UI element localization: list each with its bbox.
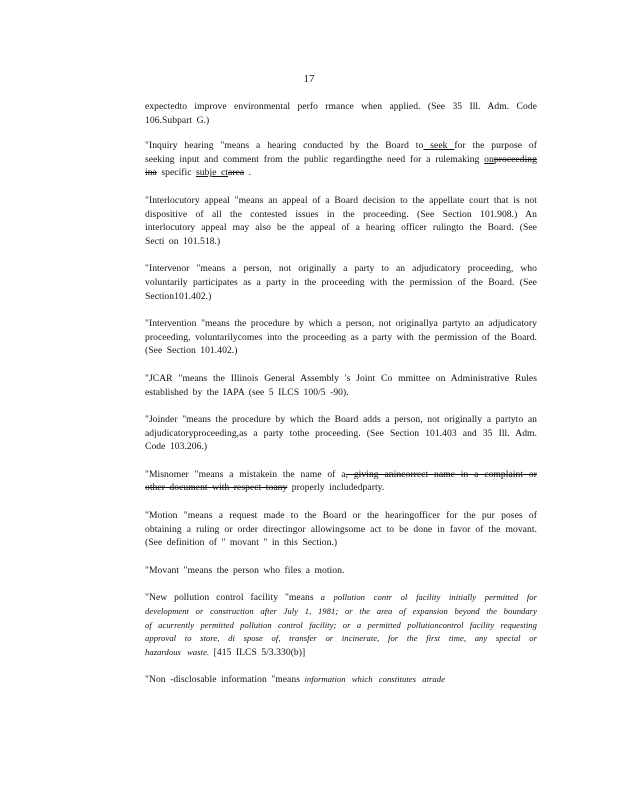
text-run: properly includedparty. (287, 482, 385, 494)
definition-jcar: "JCAR "means the Illinois General Assembly 's Joint Co mmittee on Administrative Rules established by the IAPA (see 5 ILCS 100/5 -90). (145, 372, 537, 398)
document-body (145, 100, 537, 701)
inserted-text: on (484, 153, 494, 165)
text-run: "Non -disclosable information "means (145, 674, 305, 686)
definition-non-disclosable-information (145, 673, 537, 687)
definition-intervention: "Intervention "means the procedure by which a person, not originallya partyto an adjudicatory proceeding, voluntarilycomes into the proceeding as a party with the permission of the Board. (See Section 101.402.) (145, 318, 537, 357)
text-run: specific (156, 167, 197, 179)
paragraph-continuation: expectedto improve environmental perfo rmance when applied. (See 35 Ill. Adm. Code 106.Subpart G.) (145, 101, 537, 126)
text-run: "New pollution control facility "means (145, 592, 321, 604)
text-run: . (244, 167, 252, 179)
deleted-text: area (228, 167, 245, 179)
definition-intervenor: "Intervenor "means a person, not originally a party to an adjudicatory proceeding, who voluntarily participates as a party in the proceeding with the permission of the Board. (See Section101.402.) (145, 263, 537, 302)
statutory-quote: information which constitutes atrade (304, 674, 445, 685)
definition-motion: "Motion "means a request made to the Board or the hearingofficer for the pur poses of obtaining a ruling or order directingor allowingsome act to be done in favor of the movant.(See definition of " movant " in this Section.) (145, 510, 537, 549)
definition-movant: "Movant "means the person who files a motion. (145, 564, 345, 576)
definition-inquiry-hearing (145, 139, 537, 180)
inserted-text: subje ct (196, 167, 228, 179)
inserted-text: seek (423, 140, 455, 152)
statutory-quote: a pollution contr ol facility initially permitted for development or construction after July 1, 1981; or the area of expansion beyond the boundary of acurrently permitted pollution control facility; or a permitted pollutioncontrol facility requesting approval to store, di spose of, transfer or incinerate, for the first time, any special or hazardous waste. (145, 592, 537, 657)
text-run: "Inquiry hearing "means a hearing conducted by the Board to (145, 140, 424, 152)
definition-interlocutory-appeal: "Interlocutory appeal "means an appeal of a Board decision to the appellate court that is not dispositive of all the contested issues in the proceeding. (See Section 101.908.) An interlocutory appeal may also be the appeal of a hearing officer rulingto the Board. (See Secti on 101.518.) (145, 194, 537, 247)
definition-joinder: "Joinder "means the procedure by which the Board adds a person, not originally a partyto an adjudicatoryproceeding,as a party tothe proceeding. (See Section 101.403 and 35 Ill. Adm. Code 103.206.) (145, 414, 537, 453)
text-run: for the purpose of seeking input and comment from the public regardingthe need for a rulemaking (145, 140, 537, 165)
deleted-text: proceeding ina (145, 153, 537, 179)
page-number: 17 (303, 73, 315, 85)
text-run: [415 ILCS 5/3.330(b)] (209, 646, 306, 658)
deleted-text: , giving anincorrect name in a complaint or other document with respect toany (145, 468, 537, 494)
text-run: "Misnomer "means a mistakein the name of a (145, 468, 346, 480)
definition-new-pollution-control-facility (145, 591, 537, 659)
definition-misnomer (145, 468, 537, 495)
